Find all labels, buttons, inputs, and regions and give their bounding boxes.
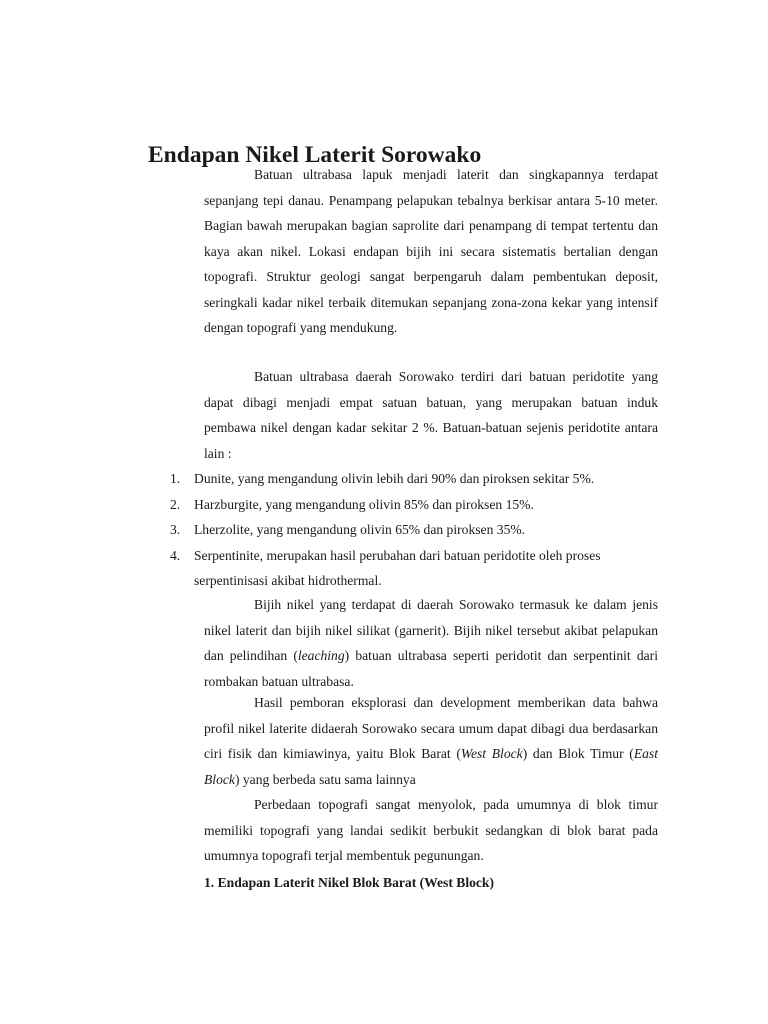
list-number: 1. xyxy=(170,471,181,486)
italic-term: West Block xyxy=(460,746,523,761)
italic-term: leaching xyxy=(297,648,345,663)
italic-term: East Block xyxy=(204,746,658,787)
paragraph-text: Bijih nikel yang terdapat di daerah Sorowako termasuk ke dalam jenis nikel laterit dan bijih nikel silikat (garnerit). Bijih nikel tersebut akibat pelapukan dan pelindihan ( xyxy=(204,597,658,663)
paragraph-laterit-intro: Batuan ultrabasa lapuk menjadi laterit dan singkapannya terdapat sepanjang tepi danau. Penampang pelapukan tebalnya berkisar antara 5-10 meter. Bagian bawah merupakan bagian saprolite dari penampang di tempat tertentu dan kaya akan nikel. Lokasi endapan bijih ini secara sistematis bertalian dengan topografi. Struktur geologi sangat berpengaruh dalam pembentukan deposit, seringkali kadar nikel terbaik ditemukan sepanjang zona-zona kekar yang intensif dengan topografi yang mendukung. xyxy=(204,167,658,335)
paragraph-topografi: Perbedaan topografi sangat menyolok, pada umumnya di blok timur memiliki topografi yang landai sedikit berbukit sedangkan di blok barat pada umumnya topografi terjal membentuk pegunungan. xyxy=(204,797,658,863)
list-number: 3. xyxy=(170,522,181,537)
paragraph-peridotite-intro: Batuan ultrabasa daerah Sorowako terdiri dari batuan peridotite yang dapat dibagi menjadi empat satuan batuan, yang merupakan batuan induk pembawa nikel dengan kadar sekitar 2 %. Batuan-batuan sejenis peridotite antara lain : xyxy=(204,369,658,461)
paragraph-bijih-nikel xyxy=(204,592,658,694)
document-title: Endapan Nikel Laterit Sorowako xyxy=(148,142,482,168)
paragraph-text: ) yang berbeda satu sama lainnya xyxy=(234,771,416,787)
list-item xyxy=(160,492,660,518)
list-item xyxy=(160,466,660,492)
section-subheading: 1. Endapan Laterit Nikel Blok Barat (West Block) xyxy=(204,875,495,890)
list-number: 2. xyxy=(170,496,181,512)
list-item-text: Harzburgite, yang mengandung olivin 85% dan piroksen 15%. xyxy=(194,496,534,512)
paragraph-text: ) batuan ultrabasa seperti peridotit dan serpentinit dari rombakan batuan ultrabasa. xyxy=(204,648,658,689)
paragraph-pemboran xyxy=(204,690,658,792)
list-item-text: Serpentinite, merupakan hasil perubahan dari batuan peridotite oleh proses serpentinisasi akibat hidrothermal. xyxy=(194,547,601,588)
paragraph-text: Hasil pemboran eksplorasi dan development memberikan data bahwa profil nikel laterite didaerah Sorowako secara umum dapat dibagi dua berdasarkan ciri fisik dan kimiawinya, yaitu Blok Barat ( xyxy=(204,695,658,761)
list-number: 4. xyxy=(170,547,181,563)
rock-types-list xyxy=(160,466,660,594)
list-item-text: Dunite, yang mengandung olivin lebih dari 90% dan piroksen sekitar 5%. xyxy=(194,471,595,486)
paragraph-text: ) dan Blok Timur ( xyxy=(522,746,634,761)
list-item xyxy=(160,543,660,594)
list-item xyxy=(160,517,660,543)
list-item-text: Lherzolite, yang mengandung olivin 65% dan piroksen 35%. xyxy=(194,522,526,537)
